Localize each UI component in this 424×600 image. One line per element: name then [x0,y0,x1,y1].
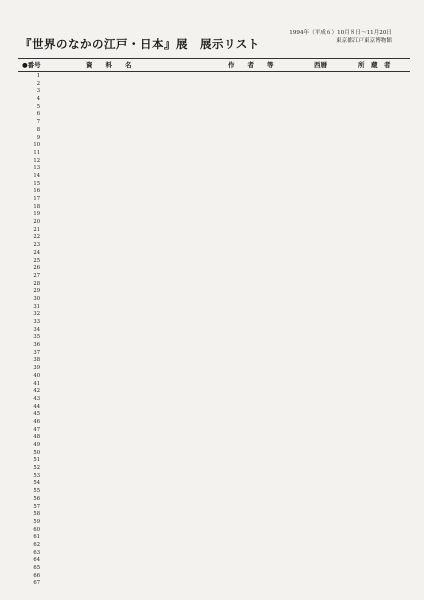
table-row [18,219,410,227]
row-number: 66 [33,572,40,579]
row-number: 16 [33,188,40,195]
table-row [18,519,410,527]
row-number: 13 [33,165,40,172]
row-number: 34 [33,326,40,333]
row-number: 21 [33,226,40,233]
table-row [18,396,410,404]
row-number: 61 [33,534,40,541]
table-row [18,188,410,196]
row-number: 59 [33,518,40,525]
row-number: 32 [33,311,40,318]
table-row [18,158,410,166]
row-number: 38 [33,357,40,364]
exhibition-dates: 1994年（平成６）10月８日～11月20日 [289,30,392,36]
table-row [18,511,410,519]
table-row [18,304,410,312]
row-number: 12 [33,157,40,164]
row-number: 19 [33,211,40,218]
row-number: 24 [33,249,40,256]
table-row [18,211,410,219]
table-row [18,542,410,550]
table-row [18,480,410,488]
row-number: 14 [33,172,40,179]
table-row [18,404,410,412]
row-number: 41 [33,380,40,387]
table-row [18,457,410,465]
table-row [18,273,410,281]
table-row [18,350,410,358]
row-number: 54 [33,480,40,487]
row-number: 35 [33,334,40,341]
row-number: 11 [33,149,40,156]
table-row [18,465,410,473]
table-row [18,173,410,181]
row-number: 43 [33,395,40,402]
table-row [18,488,410,496]
row-number: 18 [33,203,40,210]
table-row [18,296,410,304]
row-number: 3 [36,88,40,95]
table-row [18,427,410,435]
table-row [18,135,410,143]
table-row [18,311,410,319]
table-row [18,580,410,588]
row-number: 2 [36,80,40,87]
row-number: 60 [33,526,40,533]
table-row [18,573,410,581]
row-number: 46 [33,418,40,425]
table-row [18,142,410,150]
table-row [18,381,410,389]
row-number: 28 [33,280,40,287]
table-row [18,234,410,242]
row-number: 62 [33,541,40,548]
table-row [18,73,410,81]
row-number: 48 [33,434,40,441]
row-number: 67 [33,580,40,587]
row-number: 58 [33,511,40,518]
table-row [18,227,410,235]
table-row [18,196,410,204]
table-row [18,165,410,173]
table-row [18,281,410,289]
column-header-author: 作 者 等 [228,61,274,69]
table-row [18,388,410,396]
row-number: 22 [33,234,40,241]
row-number: 47 [33,426,40,433]
table-row [18,342,410,350]
row-number: 37 [33,349,40,356]
row-number: 6 [36,111,40,118]
row-number: 40 [33,372,40,379]
table-row [18,81,410,89]
row-number: 42 [33,388,40,395]
table-row [18,181,410,189]
table-row [18,442,410,450]
row-number: 65 [33,565,40,571]
row-number: 64 [33,557,40,564]
row-number: 4 [36,96,40,103]
table-row [18,250,410,258]
table-row [18,334,410,342]
row-number: 1 [36,73,40,79]
table-row [18,365,410,373]
document-meta [289,30,392,45]
table-row [18,473,410,481]
table-row [18,96,410,104]
row-number: 50 [33,449,40,456]
table-row [18,319,410,327]
table-row [18,450,410,458]
table-row [18,534,410,542]
table-row [18,373,410,381]
row-number: 29 [33,288,40,295]
table-row [18,265,410,273]
table-row [18,496,410,504]
table-row [18,204,410,212]
row-number: 51 [33,457,40,464]
row-number: 10 [33,142,40,149]
row-number: 30 [33,295,40,302]
row-number: 57 [33,503,40,510]
row-number: 56 [33,495,40,502]
row-number: 5 [36,103,40,110]
row-number: 49 [33,442,40,448]
table-row [18,288,410,296]
row-number: 20 [33,219,40,226]
document-title: 『世界のなかの江戸・日本』展 展示リスト [20,37,260,51]
row-number: 7 [36,119,40,126]
table-row [18,504,410,512]
row-number: 44 [33,403,40,410]
exhibition-venue: 東京都江戸東京博物館 [336,37,392,44]
row-number: 9 [36,134,40,141]
table-header [18,58,410,72]
table-row [18,565,410,573]
table-row [18,150,410,158]
row-number: 27 [33,272,40,279]
row-number: 63 [33,549,40,556]
table-row [18,88,410,96]
row-number: 36 [33,342,40,349]
row-number: 26 [33,265,40,272]
row-number: 17 [33,196,40,202]
exhibit-list [18,73,410,588]
table-row [18,357,410,365]
table-row [18,111,410,119]
table-row [18,327,410,335]
row-number: 39 [33,365,40,372]
table-row [18,434,410,442]
row-number: 15 [33,180,40,187]
table-row [18,550,410,558]
row-number: 33 [33,319,40,325]
row-number: 25 [33,257,40,264]
row-number: 23 [33,242,40,249]
table-row [18,119,410,127]
row-number: 55 [33,488,40,495]
column-header-year: 西暦 [314,61,327,69]
column-header-title: 資 料 名 [86,61,132,69]
table-row [18,557,410,565]
table-row [18,419,410,427]
table-row [18,242,410,250]
table-row [18,411,410,419]
table-row [18,104,410,112]
row-number: 53 [33,472,40,479]
row-number: 8 [36,126,40,133]
row-number: 52 [33,465,40,472]
table-row [18,127,410,135]
column-header-owner: 所 蔵 者 [358,61,391,69]
row-number: 31 [33,303,40,310]
column-header-number: ●番号 [22,61,41,69]
table-row [18,527,410,535]
row-number: 45 [33,411,40,418]
table-row [18,258,410,266]
